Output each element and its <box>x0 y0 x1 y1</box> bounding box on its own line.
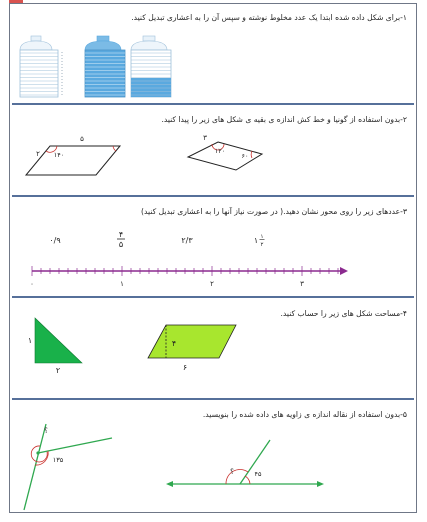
q4-triangle-height: ۱ <box>27 336 33 345</box>
q5-left-angles <box>24 424 112 510</box>
number-line-label: ۳ <box>300 280 304 288</box>
water-jug-empty <box>20 36 62 97</box>
water-jug-partial <box>131 36 171 97</box>
right-arrow-icon <box>317 481 324 487</box>
number-line-arrow-icon <box>340 267 348 275</box>
q2-parallelogram-left-side: ۲ <box>36 150 40 158</box>
q4-parallelogram-base: ۶ <box>182 363 188 372</box>
question-2: ۲-بدون استفاده از گونیا و خط کش اندازه ی بقیه ی شکل های زیر را پیدا کنید. <box>161 115 407 124</box>
water-jug-full <box>85 36 125 97</box>
q5-left-angle-b: ۱۳۵ <box>52 456 64 464</box>
question-1: ۱-برای شکل داده شده ابتدا یک عدد مخلوط نوشته و سپس آن را به اعشاری تبدیل کنید. <box>131 13 407 22</box>
q2-rhombus <box>188 134 262 170</box>
q2-rhombus-angle-top: ۱۲۰ <box>214 147 226 155</box>
q2-parallelogram <box>26 135 120 175</box>
q3-number-1: ۰/۹ <box>49 236 61 245</box>
number-line-label: ۰ <box>30 280 34 288</box>
q3-number-4-denominator: ۲ <box>260 242 264 248</box>
q4-parallelogram-height: ۴ <box>171 339 177 348</box>
q2-rhombus-angle-right: ۶۰ <box>241 152 249 160</box>
q4-triangle <box>28 318 82 375</box>
q3-number-4-numerator: ۱ <box>260 234 264 240</box>
q3-number-4-whole: ۱ <box>253 236 259 245</box>
q3-number-3: ۲/۳ <box>181 236 193 245</box>
q2-rhombus-side: ۳ <box>203 134 207 142</box>
question-4: ۴-مساحت شکل های زیر را حساب کنید. <box>280 309 407 318</box>
q3-number-2-denominator: ۵ <box>118 240 124 249</box>
q3-number-2-numerator: ۴ <box>118 230 124 239</box>
number-line-label: ۱ <box>120 280 124 288</box>
q2-parallelogram-top-side: ۵ <box>80 135 84 143</box>
q5-right-angle-a: ؟ <box>230 468 234 476</box>
left-arrow-icon <box>166 481 173 487</box>
question-5: ۵-بدون استفاده از نقاله اندازه ی زاویه های داده شده را بنویسید. <box>202 410 407 419</box>
q5-right-angle-b: ۴۵ <box>254 470 262 478</box>
q4-parallelogram <box>148 325 236 372</box>
number-line-label: ۲ <box>210 280 214 288</box>
q3-number-2-fraction <box>117 230 125 249</box>
q5-left-angle-a: ؟ <box>44 427 48 435</box>
q3-number-4-mixed <box>254 234 265 248</box>
question-3: ۳-عددهای زیر را روی محور نشان دهید.( در صورت نیاز آنها را به اعشاری تبدیل کنید) <box>141 207 407 216</box>
q5-right-angles <box>166 440 324 487</box>
q2-parallelogram-angle: ۱۴۰ <box>53 151 65 159</box>
q4-triangle-base: ۲ <box>55 366 61 375</box>
q3-number-line <box>30 266 348 288</box>
